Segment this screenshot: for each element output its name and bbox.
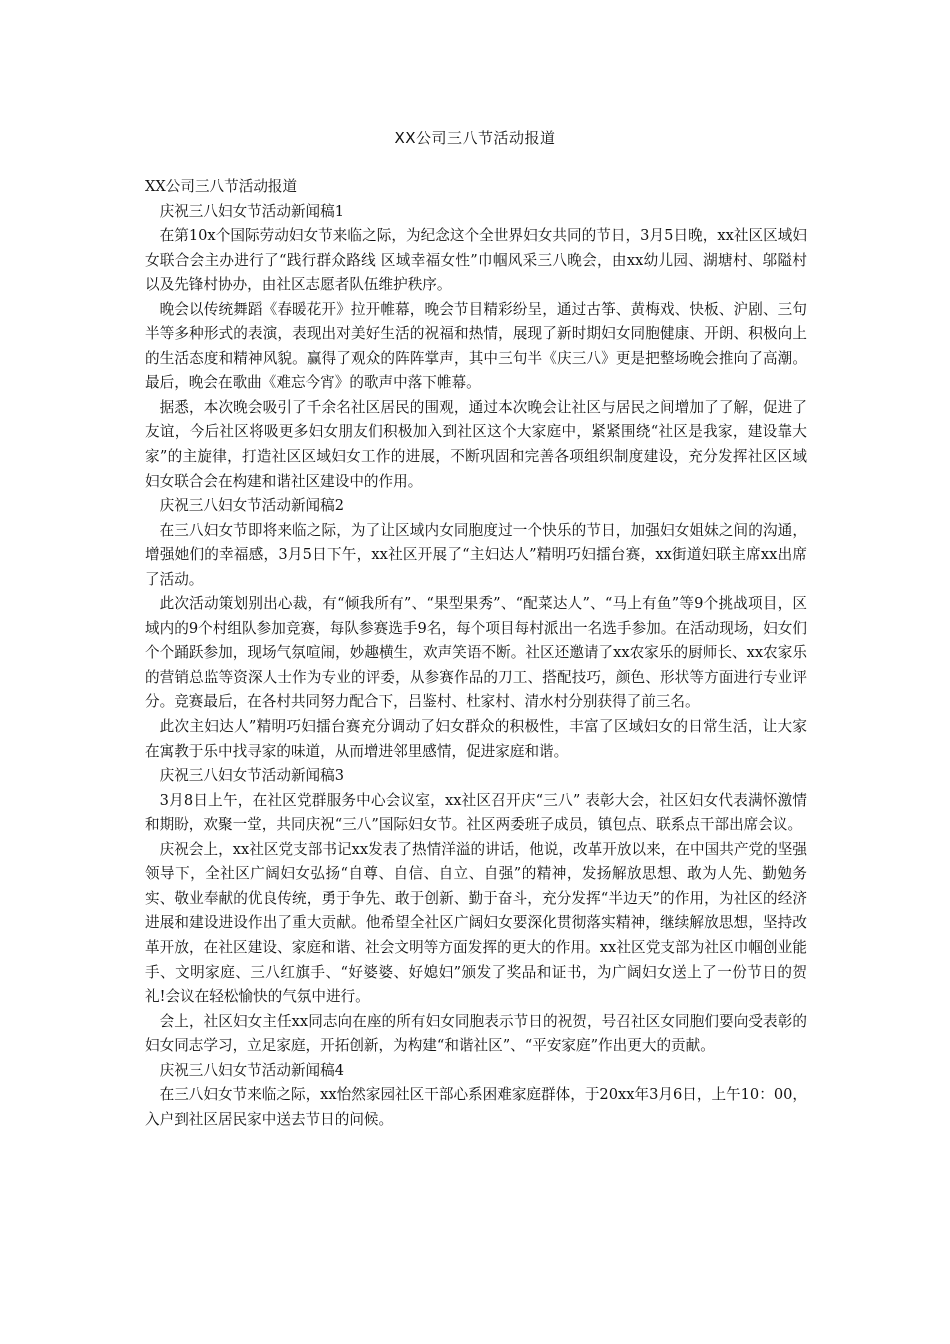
- article-subheading: 庆祝三八妇女节活动新闻稿2: [159, 497, 345, 515]
- paragraph: 晚会以传统舞蹈《春暖花开》拉开帷幕，晚会节目精彩纷呈，通过古筝、黄梅戏、快板、沪剧、三句半等多种形式的表演，表现出对美好生活的祝福和热情，展现了新时期妇女同胞健康、开朗、积极向上的生活态度和精神风貌。赢得了观众的阵阵掌声，其中三句半《庆三八》更是把整场晚会推向了高潮。最后，晚会在歌曲《难忘今宵》的歌声中落下帷幕。: [145, 300, 807, 392]
- document-title: XX公司三八节活动报道: [394, 129, 556, 147]
- paragraph: 庆祝会上，xx社区党支部书记xx发表了热情洋溢的讲话，他说，改革开放以来，在中国共产党的坚强领导下，全社区广阔妇女弘扬“自尊、自信、自立、自强”的精神，发扬解放思想、敢为人先、勤勉务实、敬业奉献的优良传统，勇于争先、敢于创新、勤于奋斗，充分发挥“半边天”的作用，为社区的经济进展和建设进设作出了重大贡献。他希望全社区广阔妇女要深化贯彻落实精神，继续解放思想，坚持改革开放，在社区建设、家庭和谐、社会文明等方面发挥的更大的作用。xx社区党支部为社区巾帼创业能手、文明家庭、三八红旗手、“好婆婆、好媳妇”颁发了奖品和证书，为广阔妇女送上了一份节日的贺礼!会议在轻松愉快的气氛中进行。: [145, 840, 807, 1006]
- paragraph: 此次活动策划别出心裁，有“倾我所有”、“果型果秀”、“配菜达人”、“马上有鱼”等9个挑战项目，区域内的9个村组队参加竞赛，每队参赛选手9名，每个项目每村派出一名选手参加。在活动现场，妇女们个个踊跃参加，现场气氛喧闹，妙趣横生，欢声笑语不断。社区还邀请了xx农家乐的厨师长、xx农家乐的营销总监等资深人士作为专业的评委，从参赛作品的刀工、搭配技巧，颜色、形状等方面进行专业评分。竞赛最后，在各村共同努力配合下，吕鉴村、杜家村、清水村分别获得了前三名。: [145, 595, 807, 711]
- section-heading: XX公司三八节活动报道: [145, 178, 298, 195]
- document-body: [145, 175, 807, 1132]
- article-subheading: 庆祝三八妇女节活动新闻稿4: [159, 1061, 345, 1079]
- article-subheading: 庆祝三八妇女节活动新闻稿1: [159, 202, 345, 220]
- article-subheading: 庆祝三八妇女节活动新闻稿3: [159, 767, 345, 785]
- paragraph: 据悉，本次晚会吸引了千余名社区居民的围观，通过本次晚会让社区与居民之间增加了了解，促进了友谊，今后社区将吸更多妇女朋友们积极加入到社区这个大家庭中，紧紧围绕“社区是我家，建设靠大家”的主旋律，打造社区区域妇女工作的进展，不断巩固和完善各项组织制度建设，充分发挥社区区域妇女联合会在构建和谐社区建设中的作用。: [145, 398, 807, 490]
- paragraph: 会上，社区妇女主任xx同志向在座的所有妇女同胞表示节日的祝贺，号召社区女同胞们要向受表彰的妇女同志学习，立足家庭，开拓创新，为构建“和谐社区”、“平安家庭”作出更大的贡献。: [145, 1012, 807, 1055]
- paragraph: 在三八妇女节即将来临之际，为了让区域内女同胞度过一个快乐的节日，加强妇女姐妹之间的沟通，增强她们的幸福感，3月5日下午，xx社区开展了“主妇达人”精明巧妇擂台赛，xx街道妇联主席xx出席了活动。: [145, 521, 807, 588]
- paragraph: 在第10x个国际劳动妇女节来临之际，为纪念这个全世界妇女共同的节日，3月5日晚，xx社区区域妇女联合会主办进行了“践行群众路线 区域幸福女性”巾帼风采三八晚会，由xx幼儿园、湖塘村、邬隘村以及先锋村协办，由社区志愿者队伍维护秩序。: [145, 227, 807, 294]
- paragraph: 此次主妇达人”精明巧妇擂台赛充分调动了妇女群众的积极性，丰富了区域妇女的日常生活，让大家在寓教于乐中找寻家的味道，从而增进邻里感情，促进家庭和谐。: [145, 718, 807, 760]
- paragraph: 在三八妇女节来临之际，xx怡然家园社区干部心系困难家庭群体，于20xx年3月6日，上午10：00，入户到社区居民家中送去节日的问候。: [145, 1086, 807, 1128]
- paragraph: 3月8日上午，在社区党群服务中心会议室，xx社区召开庆“三八” 表彰大会，社区妇女代表满怀激情和期盼，欢聚一堂，共同庆祝“三八”国际妇女节。社区两委班子成员，镇包点、联系点干部出席会议。: [145, 791, 807, 834]
